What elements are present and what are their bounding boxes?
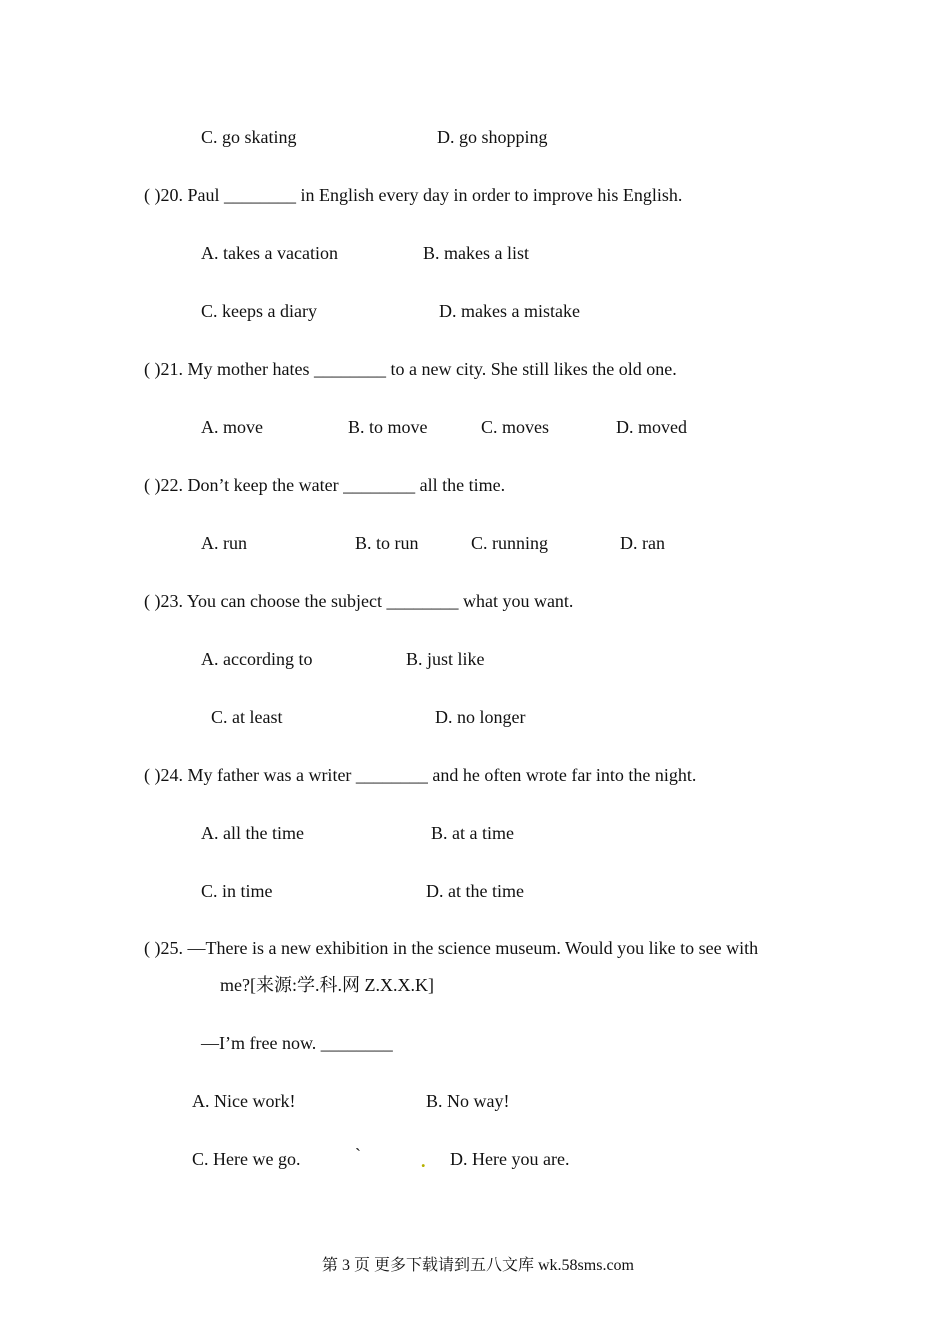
q24-option-d: D. at the time: [426, 881, 524, 901]
q25-option-a: A. Nice work!: [192, 1091, 296, 1111]
q19-option-d: D. go shopping: [437, 127, 548, 147]
q25-stem-line2: me?[来源:学.科.网 Z.X.X.K]: [220, 975, 434, 995]
q20-option-c: C. keeps a diary: [201, 301, 317, 321]
q25-option-d: D. Here you are.: [450, 1149, 570, 1169]
q24-option-b: B. at a time: [431, 823, 514, 843]
q22-option-d: D. ran: [620, 533, 665, 553]
q22-stem: ( )22. Don’t keep the water ________ all the time.: [144, 475, 506, 495]
q19-option-c: C. go skating: [201, 127, 297, 147]
q21-option-d: D. moved: [616, 417, 687, 437]
q20-option-a: A. takes a vacation: [201, 243, 338, 263]
q23-option-d: D. no longer: [435, 707, 526, 727]
q24-stem: ( )24. My father was a writer ________ and he often wrote far into the night.: [144, 765, 697, 785]
q21-option-a: A. move: [201, 417, 263, 437]
q21-option-b: B. to move: [348, 417, 428, 437]
q20-option-d: D. makes a mistake: [439, 301, 580, 321]
q22-option-b: B. to run: [355, 533, 419, 553]
stray-dot-mark: .: [421, 1151, 426, 1171]
q21-stem: ( )21. My mother hates ________ to a new city. She still likes the old one.: [144, 359, 677, 379]
q22-option-c: C. running: [471, 533, 549, 553]
q25-reply: —I’m free now. ________: [201, 1033, 393, 1053]
q23-option-a: A. according to: [201, 649, 313, 669]
q24-option-a: A. all the time: [201, 823, 304, 843]
stray-backtick-mark: `: [355, 1145, 361, 1165]
q20-option-b: B. makes a list: [423, 243, 529, 263]
q25-option-c: C. Here we go.: [192, 1149, 301, 1169]
q21-option-c: C. moves: [481, 417, 550, 437]
q22-option-a: A. run: [201, 533, 247, 553]
q23-option-c: C. at least: [211, 707, 283, 727]
page-footer: 第 3 页 更多下载请到五八文库 wk.58sms.com: [322, 1257, 635, 1274]
q20-stem: ( )20. Paul ________ in English every day in order to improve his English.: [144, 185, 683, 205]
q23-stem: ( )23. You can choose the subject ________ what you want.: [144, 591, 574, 611]
q25-option-b: B. No way!: [426, 1091, 510, 1111]
q24-option-c: C. in time: [201, 881, 273, 901]
q23-option-b: B. just like: [406, 649, 485, 669]
q25-stem-line1: ( )25. —There is a new exhibition in the science museum. Would you like to see with: [144, 938, 759, 958]
